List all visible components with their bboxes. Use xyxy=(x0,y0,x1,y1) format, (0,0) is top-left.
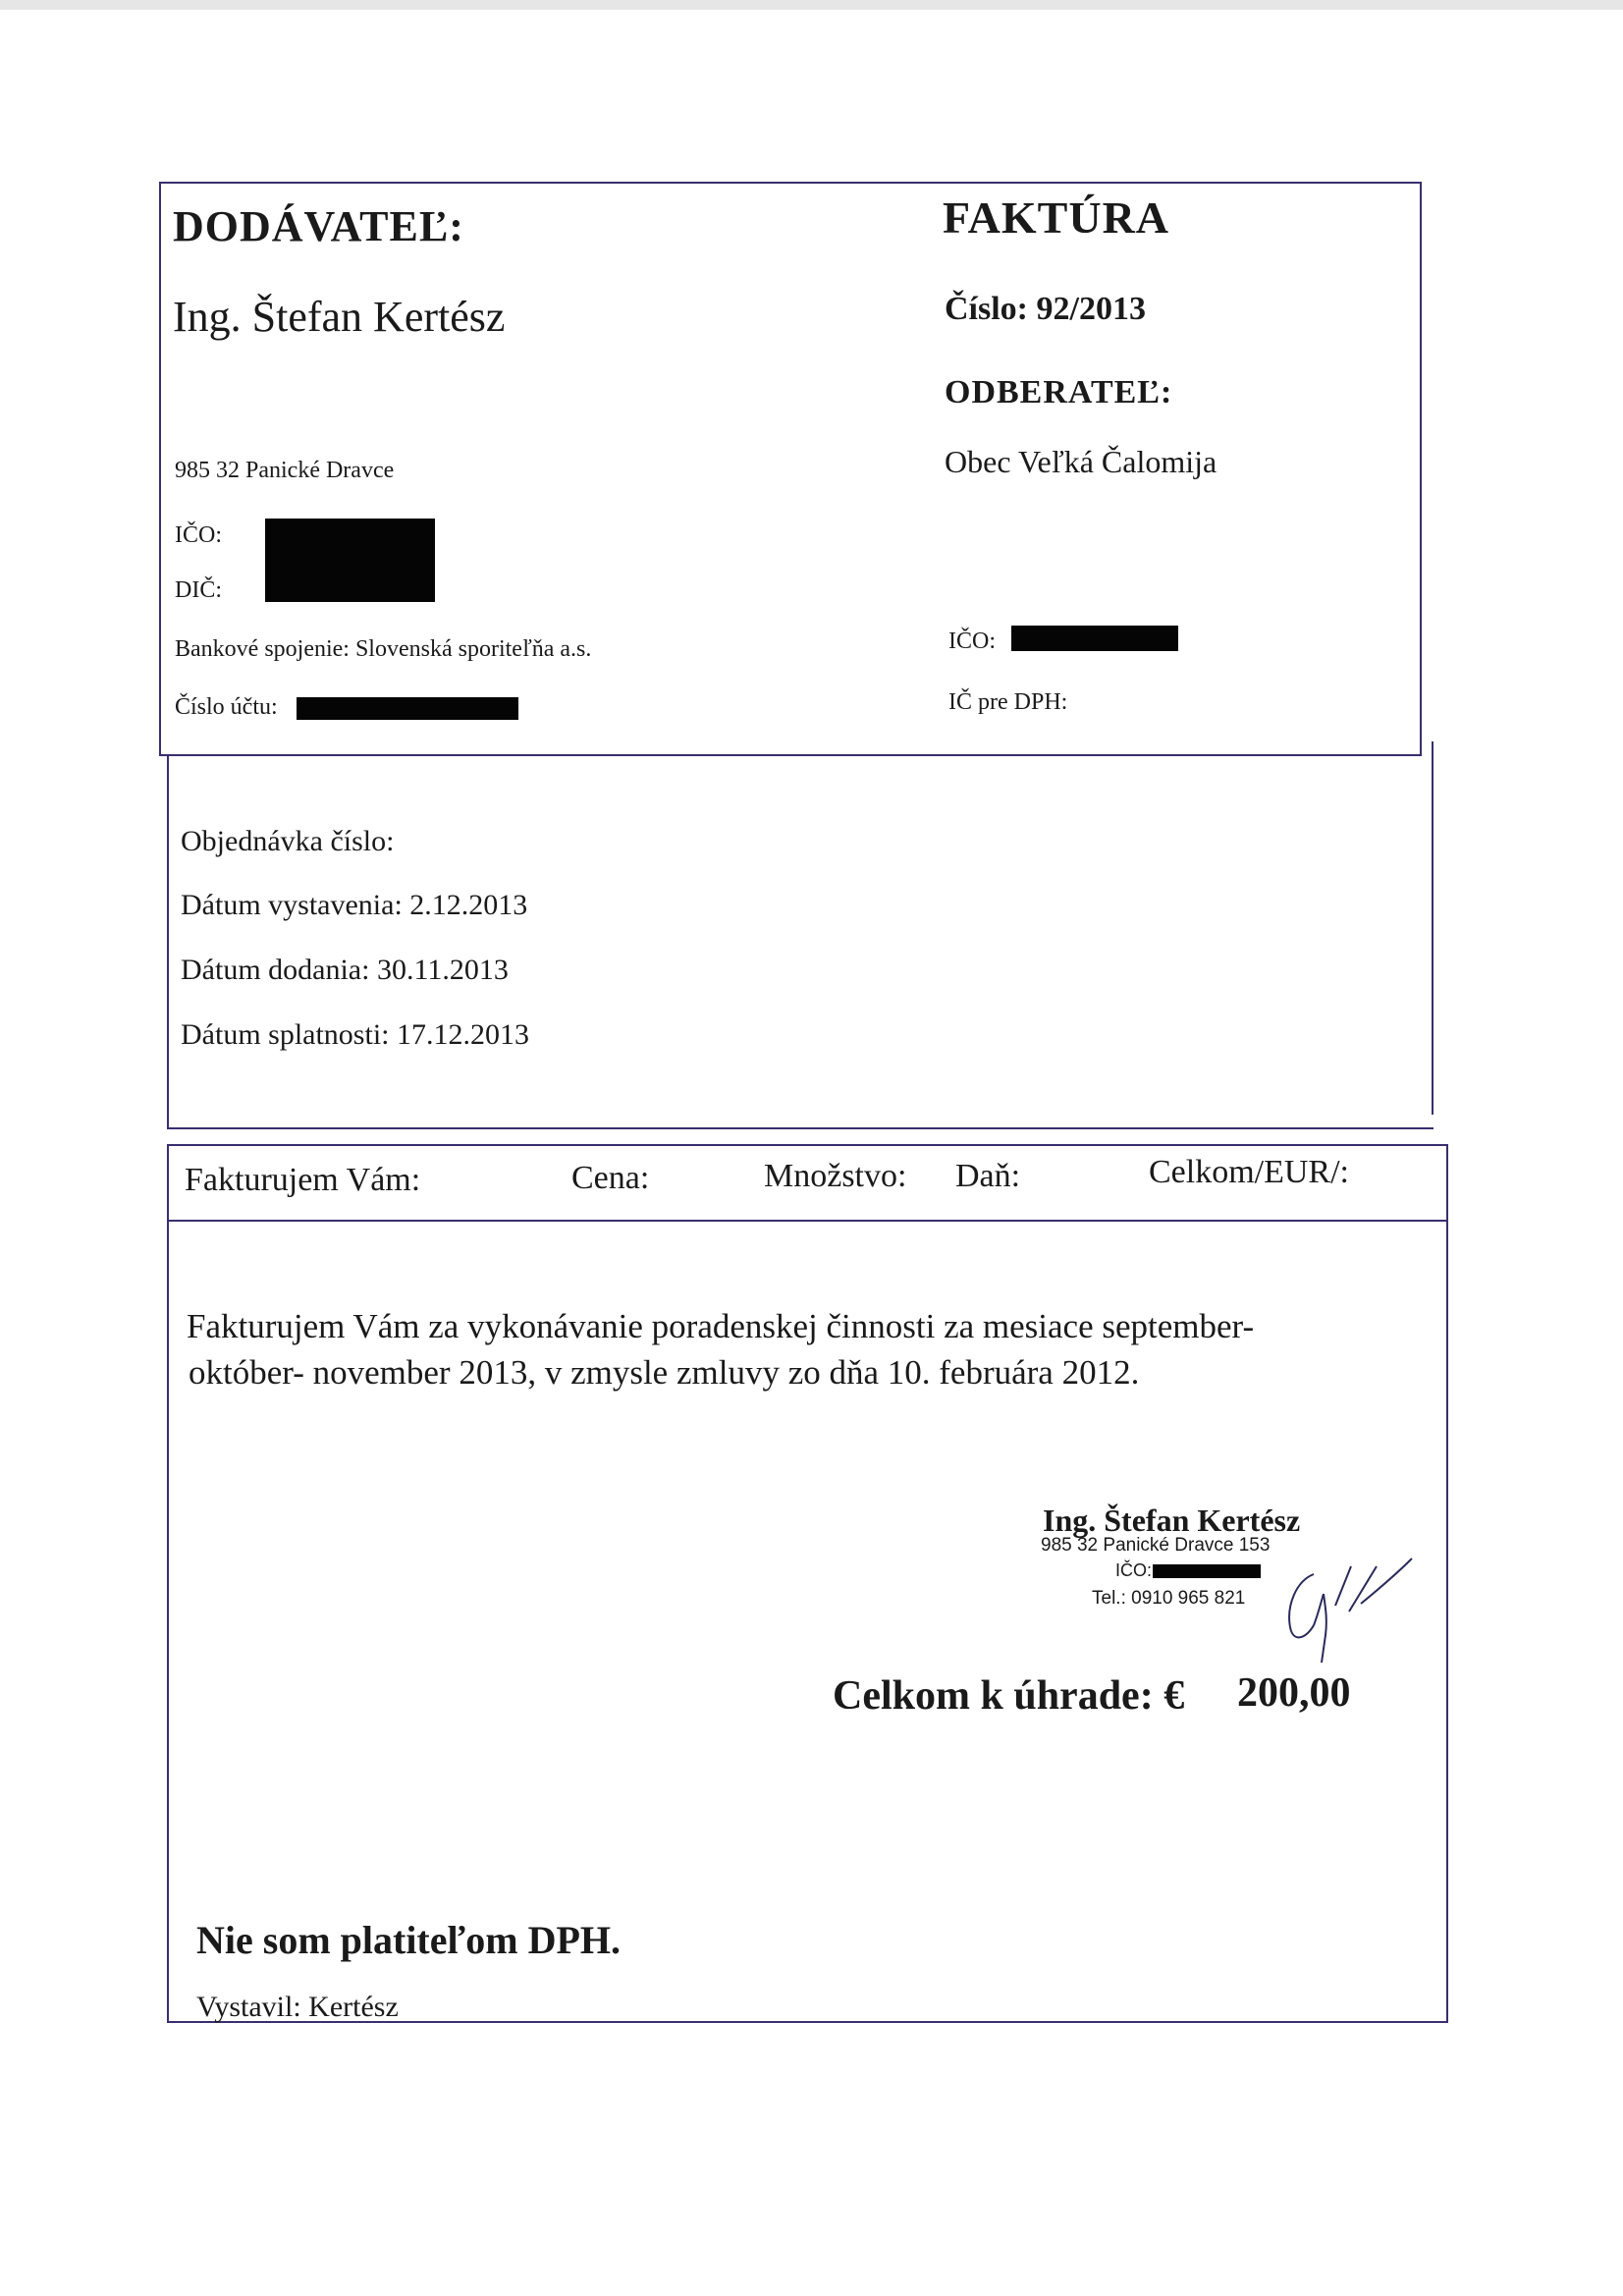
redacted-stamp-ico xyxy=(1153,1564,1261,1578)
invoice-title: FAKTÚRA xyxy=(943,192,1170,243)
total-label: Celkom k úhrade: € xyxy=(833,1673,1185,1719)
dates-box-bottom xyxy=(167,1127,1434,1129)
supplier-bank: Bankové spojenie: Slovenská sporiteľňa a.s. xyxy=(175,636,592,662)
redacted-account-number xyxy=(297,697,518,720)
issued-by: Vystavil: Kertész xyxy=(196,1991,399,2023)
signature-graphic xyxy=(1267,1557,1424,1665)
dates-box-left xyxy=(167,756,169,1129)
items-header-price: Cena: xyxy=(571,1160,650,1196)
redacted-customer-ico xyxy=(1011,626,1178,651)
customer-name: Obec Veľká Čalomija xyxy=(945,444,1217,479)
invoice-number: Číslo: 92/2013 xyxy=(945,291,1146,327)
items-header-tax: Daň: xyxy=(955,1158,1021,1194)
delivery-date: Dátum dodania: 30.11.2013 xyxy=(181,954,509,986)
customer-heading: ODBERATEĽ: xyxy=(945,374,1173,410)
item-description-line2: október- november 2013, v zmysle zmluvy zo dňa 10. februára 2012. xyxy=(189,1353,1140,1392)
items-header-total: Celkom/EUR/: xyxy=(1149,1154,1349,1190)
customer-ic-dph-label: IČ pre DPH: xyxy=(948,689,1068,715)
customer-ico-label: IČO: xyxy=(948,629,996,654)
items-box xyxy=(167,1144,1448,2023)
stamp-address: 985 32 Panické Dravce 153 xyxy=(1041,1535,1271,1556)
stamp-phone: Tel.: 0910 965 821 xyxy=(1092,1588,1246,1609)
redacted-supplier-ids xyxy=(265,519,435,602)
supplier-name: Ing. Štefan Kertész xyxy=(173,293,506,341)
supplier-dic-label: DIČ: xyxy=(175,577,222,603)
due-date: Dátum splatnosti: 17.12.2013 xyxy=(181,1018,529,1051)
item-description-line1: Fakturujem Vám za vykonávanie poradenskej činnosti za mesiace september- xyxy=(187,1307,1255,1345)
stamp-name: Ing. Štefan Kertész xyxy=(1043,1503,1301,1538)
supplier-heading: DODÁVATEĽ: xyxy=(173,202,464,250)
scan-edge xyxy=(0,0,1623,10)
supplier-ico-label: IČO: xyxy=(175,522,222,548)
items-header-quantity: Množstvo: xyxy=(764,1158,907,1194)
vat-note: Nie som platiteľom DPH. xyxy=(196,1918,622,1962)
issue-date: Dátum vystavenia: 2.12.2013 xyxy=(181,889,528,921)
supplier-address: 985 32 Panické Dravce xyxy=(175,458,395,483)
total-amount: 200,00 xyxy=(1237,1670,1351,1716)
supplier-account-label: Číslo účtu: xyxy=(175,694,278,720)
items-header-description: Fakturujem Vám: xyxy=(185,1162,421,1198)
stamp-ico-label: IČO: xyxy=(1115,1560,1153,1580)
items-header-divider xyxy=(167,1220,1448,1222)
order-number-label: Objednávka číslo: xyxy=(181,825,395,857)
dates-box-right xyxy=(1432,741,1434,1115)
